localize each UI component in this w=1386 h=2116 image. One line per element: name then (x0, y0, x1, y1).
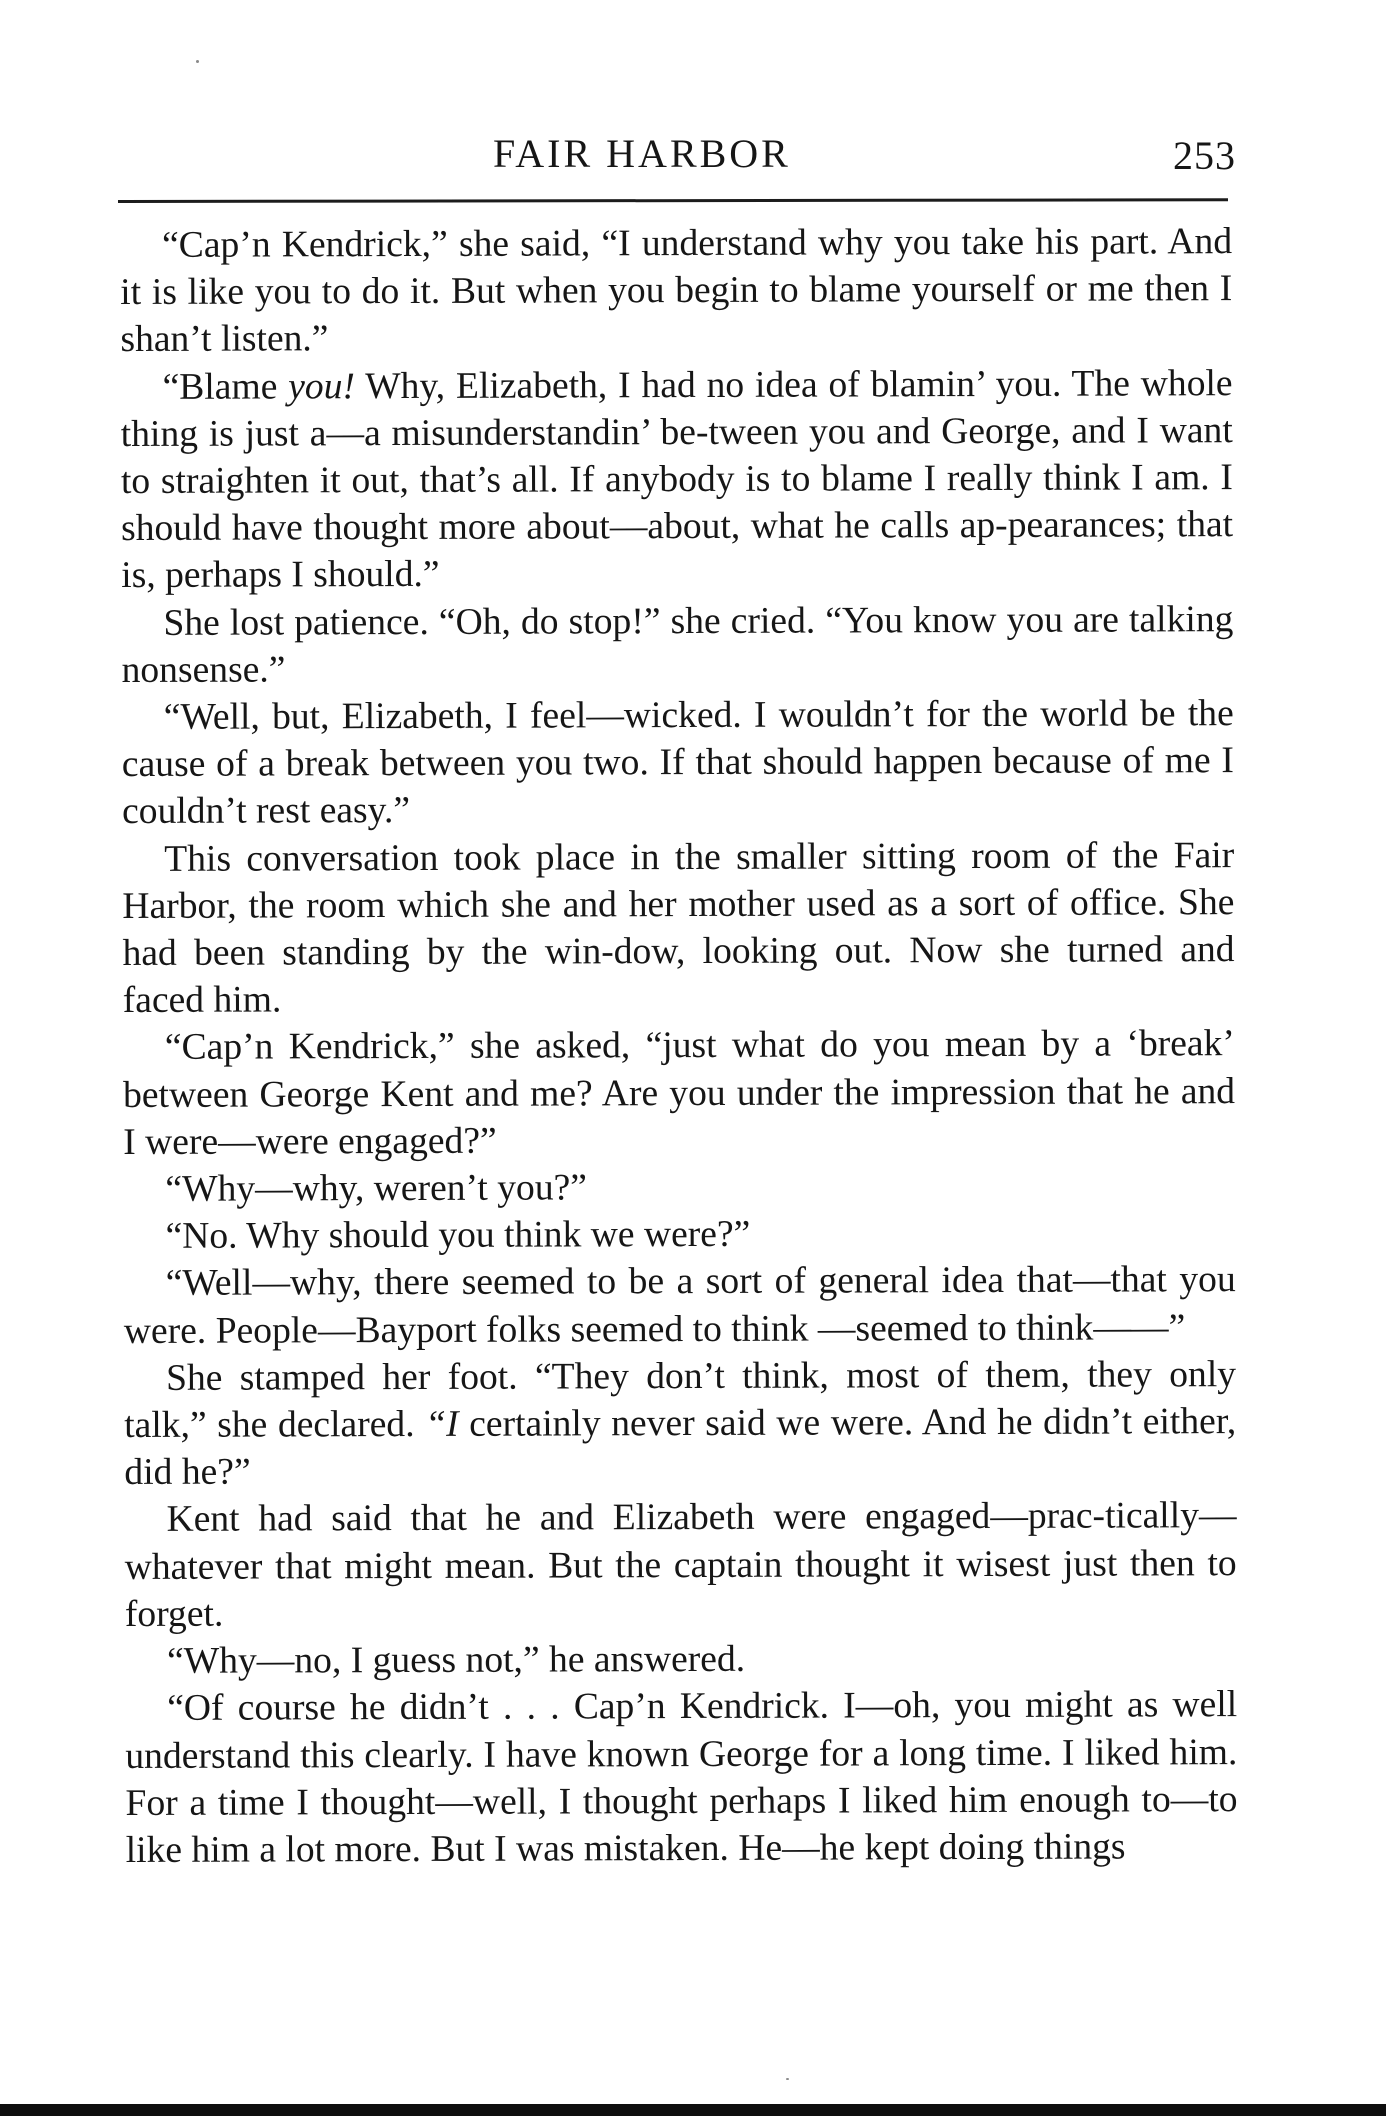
header-rule (118, 198, 1228, 203)
paragraph: Kent had said that he and Elizabeth were engaged—prac-tically—whatever that might mean. But the captain thought it wisest just then to forget. (124, 1495, 1247, 1635)
paragraph: “Cap’n Kendrick,” she said, “I understand why you take his part. And it is like you to do it. But when you begin to blame yourself or me then I shan’t listen.” (120, 221, 1242, 361)
paragraph: “Well—why, there seemed to be a sort of general idea that—that you were. People—Bayport folks seemed to think —seemed to think——” (123, 1259, 1246, 1352)
paragraph: “Of course he didn’t . . . Cap’n Kendrick. I—oh, you might as well understand this clearly. I have known George for a long time. I liked him. For a time I thought—well, I thought perhaps I liked him enough to—to like him a lot more. But I was mistaken. He—he kept doing things (125, 1684, 1247, 1871)
paragraph: “Cap’n Kendrick,” she asked, “just what do you mean by a ‘break’ between George Kent and me? Are you under the impression that he and I were—were engaged?” (122, 1023, 1245, 1163)
paragraph: “Why—no, I guess not,” he answered. (166, 1638, 746, 1682)
paper-speck (786, 2078, 789, 2080)
paragraph: She stamped her foot. “They don’t think, most of them, they only talk,” she declared. “I certainly never said we were. And he didn’t either, did he?” (124, 1353, 1246, 1494)
paragraph: “Well, but, Elizabeth, I feel—wicked. I wouldn’t for the world be the cause of a break between you two. If that should happen because of me I couldn’t rest easy.” (121, 693, 1244, 833)
page-number: 253 (1173, 133, 1236, 178)
emphasis: “I (425, 1403, 459, 1446)
page-header (118, 122, 1236, 202)
running-title: FAIR HARBOR (493, 131, 791, 176)
paragraph: “Blame you! Why, Elizabeth, I had no idea of blamin’ you. The whole thing is just a—a misunderstandin’ be-tween you and George, and I want to straighten it out, that’s all. If anybody is to blame I really think I am. I should have thought more about—about, what he calls ap-pearances; that is, perhaps I should.” (120, 362, 1243, 597)
paper-speck (196, 60, 199, 63)
scan-bottom-edge (0, 2104, 1386, 2116)
emphasis: you! (288, 365, 356, 408)
paragraph: “Why—why, weren’t you?” (165, 1167, 588, 1210)
body-text (120, 218, 1247, 1874)
paragraph: “No. Why should you think we were?” (165, 1214, 751, 1258)
paragraph: She lost patience. “Oh, do stop!” she cried. “You know you are talking nonsense.” (121, 598, 1243, 691)
paragraph: This conversation took place in the smaller sitting room of the Fair Harbor, the room which she and her mother used as a sort of office. She had been standing by the win-dow, looking out. Now she turned and faced him. (122, 834, 1245, 1022)
